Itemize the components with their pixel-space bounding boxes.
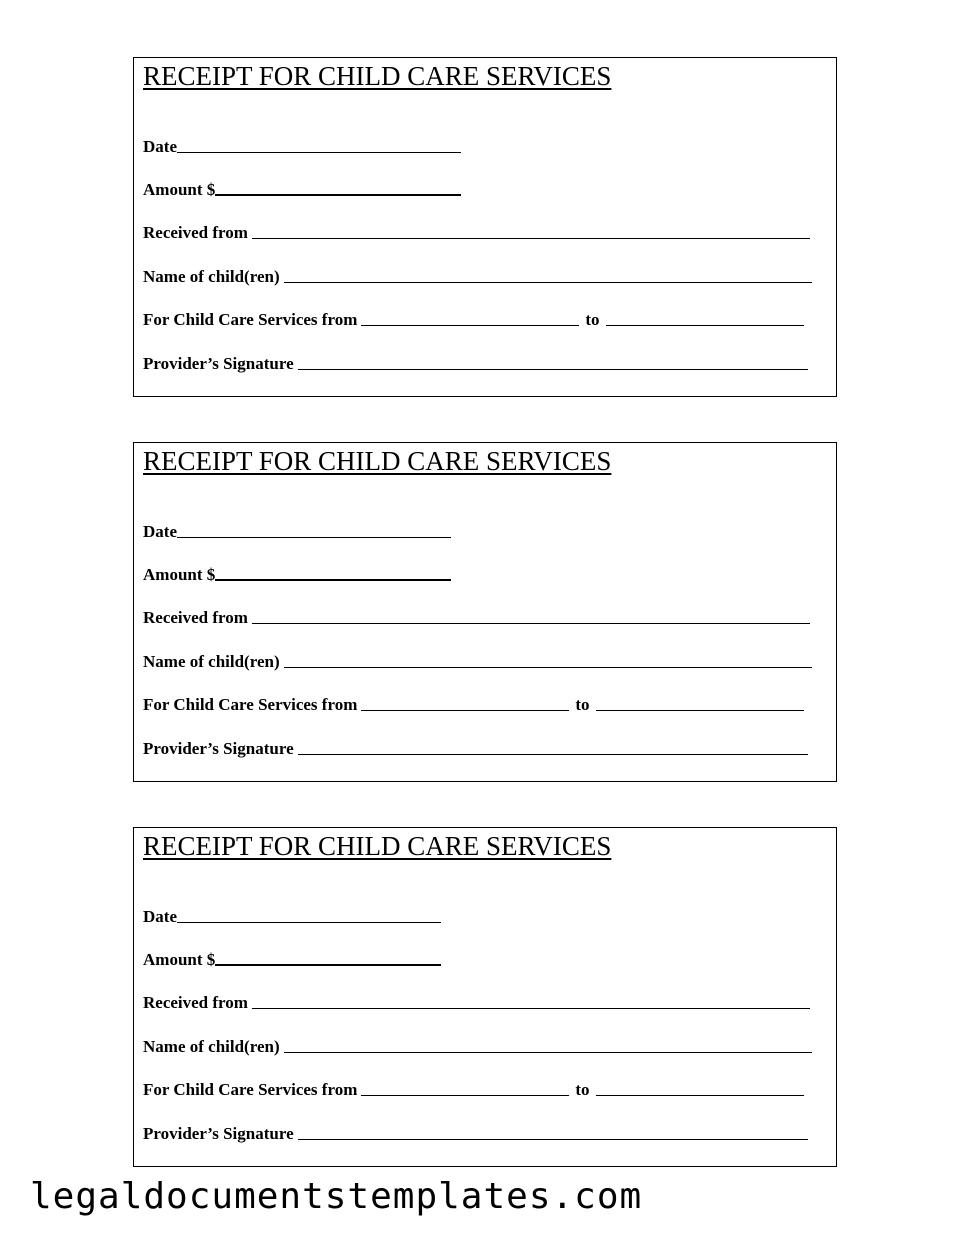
date-label: Date <box>143 522 177 541</box>
to-label: to <box>575 695 590 714</box>
services-from-field[interactable] <box>361 1095 569 1096</box>
signature-field[interactable] <box>298 1139 808 1140</box>
amount-label: Amount $ <box>143 180 216 199</box>
signature-label: Provider’s Signature <box>143 1124 294 1143</box>
watermark: legaldocumentstemplates.com <box>30 1176 643 1217</box>
services-to-field[interactable] <box>596 1095 804 1096</box>
services-from-field[interactable] <box>361 710 569 711</box>
amount-row <box>143 561 827 585</box>
services-from-label: For Child Care Services from <box>143 695 358 714</box>
services-from-label: For Child Care Services from <box>143 1080 358 1099</box>
receipt-title: RECEIPT FOR CHILD CARE SERVICES <box>143 61 612 91</box>
date-field[interactable] <box>177 922 441 923</box>
receipt-1 <box>133 57 837 397</box>
services-from-field[interactable] <box>361 325 579 326</box>
amount-field[interactable] <box>215 579 451 581</box>
date-label: Date <box>143 907 177 926</box>
child-name-label: Name of child(ren) <box>143 652 280 671</box>
services-from-label: For Child Care Services from <box>143 310 358 329</box>
received-from-field[interactable] <box>252 623 810 624</box>
amount-row <box>143 946 827 970</box>
signature-field[interactable] <box>298 369 808 370</box>
services-period-row <box>143 1076 827 1100</box>
child-name-field[interactable] <box>284 1052 812 1053</box>
receipt-2 <box>133 442 837 782</box>
signature-row <box>143 1120 827 1144</box>
signature-label: Provider’s Signature <box>143 739 294 758</box>
to-label: to <box>585 310 600 329</box>
child-name-label: Name of child(ren) <box>143 1037 280 1056</box>
signature-row <box>143 350 827 374</box>
received-from-label: Received from <box>143 608 248 627</box>
signature-row <box>143 735 827 759</box>
received-from-row <box>143 989 827 1013</box>
services-period-row <box>143 691 827 715</box>
child-name-field[interactable] <box>284 667 812 668</box>
amount-field[interactable] <box>215 964 441 966</box>
child-name-row <box>143 648 827 672</box>
to-label: to <box>575 1080 590 1099</box>
received-from-row <box>143 604 827 628</box>
date-row <box>143 133 827 157</box>
receipt-title: RECEIPT FOR CHILD CARE SERVICES <box>143 446 612 476</box>
date-row <box>143 903 827 927</box>
child-name-field[interactable] <box>284 282 812 283</box>
amount-row <box>143 176 827 200</box>
child-name-row <box>143 1033 827 1057</box>
services-to-field[interactable] <box>606 325 804 326</box>
amount-field[interactable] <box>215 194 461 196</box>
date-field[interactable] <box>177 537 451 538</box>
date-field[interactable] <box>177 152 461 153</box>
child-name-label: Name of child(ren) <box>143 267 280 286</box>
receipt-title: RECEIPT FOR CHILD CARE SERVICES <box>143 831 612 861</box>
child-name-row <box>143 263 827 287</box>
amount-label: Amount $ <box>143 950 216 969</box>
received-from-label: Received from <box>143 993 248 1012</box>
date-row <box>143 518 827 542</box>
received-from-label: Received from <box>143 223 248 242</box>
received-from-field[interactable] <box>252 238 810 239</box>
received-from-row <box>143 219 827 243</box>
signature-label: Provider’s Signature <box>143 354 294 373</box>
signature-field[interactable] <box>298 754 808 755</box>
received-from-field[interactable] <box>252 1008 810 1009</box>
services-to-field[interactable] <box>596 710 804 711</box>
receipt-3 <box>133 827 837 1167</box>
date-label: Date <box>143 137 177 156</box>
services-period-row <box>143 306 827 330</box>
amount-label: Amount $ <box>143 565 216 584</box>
